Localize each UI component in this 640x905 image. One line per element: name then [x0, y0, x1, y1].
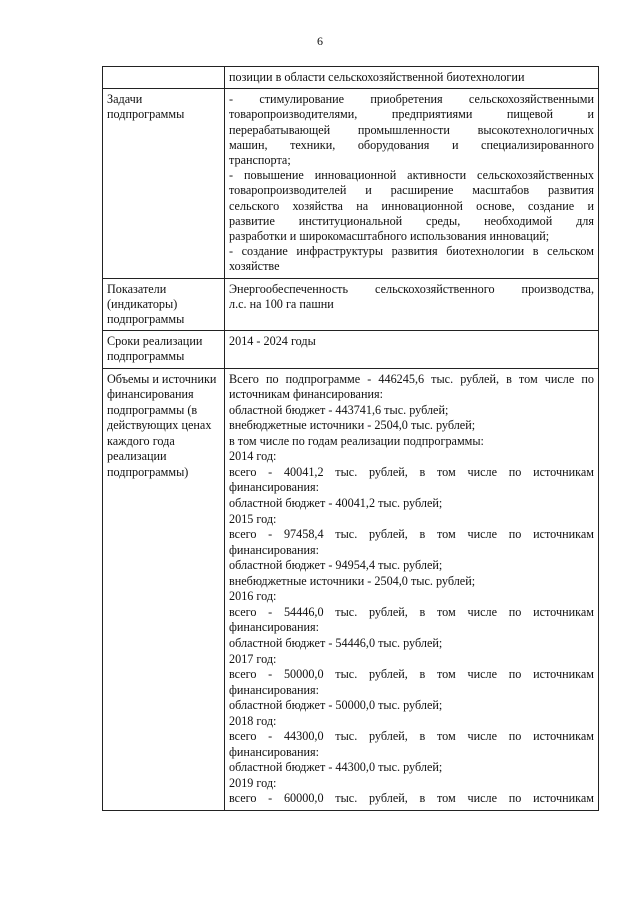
text-line: развитие институциональной среды, необходимой для — [229, 213, 594, 228]
text-line: всего - 60000,0 тыс. рублей, в том числе по источникам — [229, 791, 594, 806]
text-line: финансирования: — [229, 744, 320, 759]
text-line: всего - 44300,0 тыс. рублей, в том числе по источникам — [229, 729, 594, 744]
label-line: подпрограммы — [107, 349, 185, 364]
label-line: Объемы и источники — [107, 371, 217, 386]
text-line: внебюджетные источники - 2504,0 тыс. рублей; — [229, 573, 476, 588]
text-line: перерабатывающей промышленности высокотехнологичных — [229, 122, 594, 137]
text-line: хозяйстве — [229, 259, 280, 274]
text-line: товаропроизводителей и расширение масштабов развития — [229, 183, 594, 198]
text-line: разработки и широкомасштабного использования инноваций; — [229, 229, 550, 244]
text-line: финансирования: — [229, 682, 320, 697]
label-line: финансирования — [107, 387, 194, 402]
text-line: машин, техники, оборудования и специализированного — [229, 137, 594, 152]
text-line: финансирования: — [229, 620, 320, 635]
text-line: - стимулирование приобретения сельскохозяйственными — [229, 92, 594, 107]
text-line: областной бюджет - 40041,2 тыс. рублей; — [229, 496, 443, 511]
table-row-tasks — [103, 89, 599, 278]
value-cell-indicators — [225, 278, 599, 331]
text-line: в том числе по годам реализации подпрограммы: — [229, 433, 484, 448]
label-line: подпрограммы — [107, 107, 185, 122]
text-line: всего - 54446,0 тыс. рублей, в том числе по источникам — [229, 604, 594, 619]
value-cell-period: 2014 - 2024 годы — [225, 331, 599, 368]
label-line: подпрограммы (в — [107, 402, 198, 417]
text-line: всего - 40041,2 тыс. рублей, в том числе по источникам — [229, 464, 594, 479]
text-line: Всего по подпрограмме - 446245,6 тыс. рублей, в том числе по — [229, 371, 594, 386]
label-line: действующих ценах — [107, 418, 212, 433]
text-line: 2016 год: — [229, 589, 277, 604]
label-cell-empty — [103, 67, 225, 89]
text-line: 2015 год: — [229, 511, 277, 526]
text-line: источникам финансирования: — [229, 387, 383, 402]
table-row-indicators — [103, 278, 599, 331]
text-line: - повышение инновационной активности сельскохозяйственных — [229, 168, 594, 183]
label-cell-period — [103, 331, 225, 368]
text-line: областной бюджет - 443741,6 тыс. рублей; — [229, 402, 449, 417]
text-line: 2014 год: — [229, 449, 277, 464]
table-row-finance — [103, 368, 599, 810]
text-line: сельского хозяйства на инновационной основе, создание и — [229, 198, 594, 213]
text-line: областной бюджет - 44300,0 тыс. рублей; — [229, 760, 443, 775]
text-line: 2018 год: — [229, 713, 277, 728]
text-line: всего - 97458,4 тыс. рублей, в том числе по источникам — [229, 527, 594, 542]
text-line: областной бюджет - 50000,0 тыс. рублей; — [229, 698, 443, 713]
text-line: 2017 год: — [229, 651, 277, 666]
text-line: областной бюджет - 94954,4 тыс. рублей; — [229, 558, 443, 573]
text-line: транспорта; — [229, 153, 291, 168]
table-row-biotech-position — [103, 67, 599, 89]
value-cell-finance — [225, 368, 599, 810]
label-line: каждого года — [107, 433, 175, 448]
text-line: 2019 год: — [229, 775, 277, 790]
label-line: подпрограммы) — [107, 464, 189, 479]
text-line: всего - 50000,0 тыс. рублей, в том числе по источникам — [229, 667, 594, 682]
label-line: Показатели — [107, 281, 167, 296]
label-line: Задачи — [107, 92, 143, 107]
text-line: финансирования: — [229, 542, 320, 557]
label-line: реализации — [107, 449, 167, 464]
text-line: внебюджетные источники - 2504,0 тыс. рублей; — [229, 418, 476, 433]
text-line: областной бюджет - 54446,0 тыс. рублей; — [229, 635, 443, 650]
label-cell-finance — [103, 368, 225, 810]
text-line: товаропроизводителями, предприятиями пищевой и — [229, 107, 594, 122]
page-number: 6 — [317, 34, 323, 48]
label-cell-tasks — [103, 89, 225, 278]
value-cell-tasks — [225, 89, 599, 278]
text-line: - создание инфраструктуры развития биотехнологии в сельском — [229, 244, 594, 259]
label-line: подпрограммы — [107, 312, 185, 327]
text-line: Энергообеспеченность сельскохозяйственного производства, — [229, 281, 594, 296]
text-line: финансирования: — [229, 480, 320, 495]
value-cell-biotech-position: позиции в области сельскохозяйственной биотехнологии — [225, 67, 599, 89]
label-line: Сроки реализации — [107, 334, 203, 349]
label-cell-indicators — [103, 278, 225, 331]
subprogram-passport-table — [102, 66, 599, 811]
label-line: (индикаторы) — [107, 296, 178, 311]
text-line: л.с. на 100 га пашни — [229, 296, 334, 311]
table-row-period — [103, 331, 599, 368]
